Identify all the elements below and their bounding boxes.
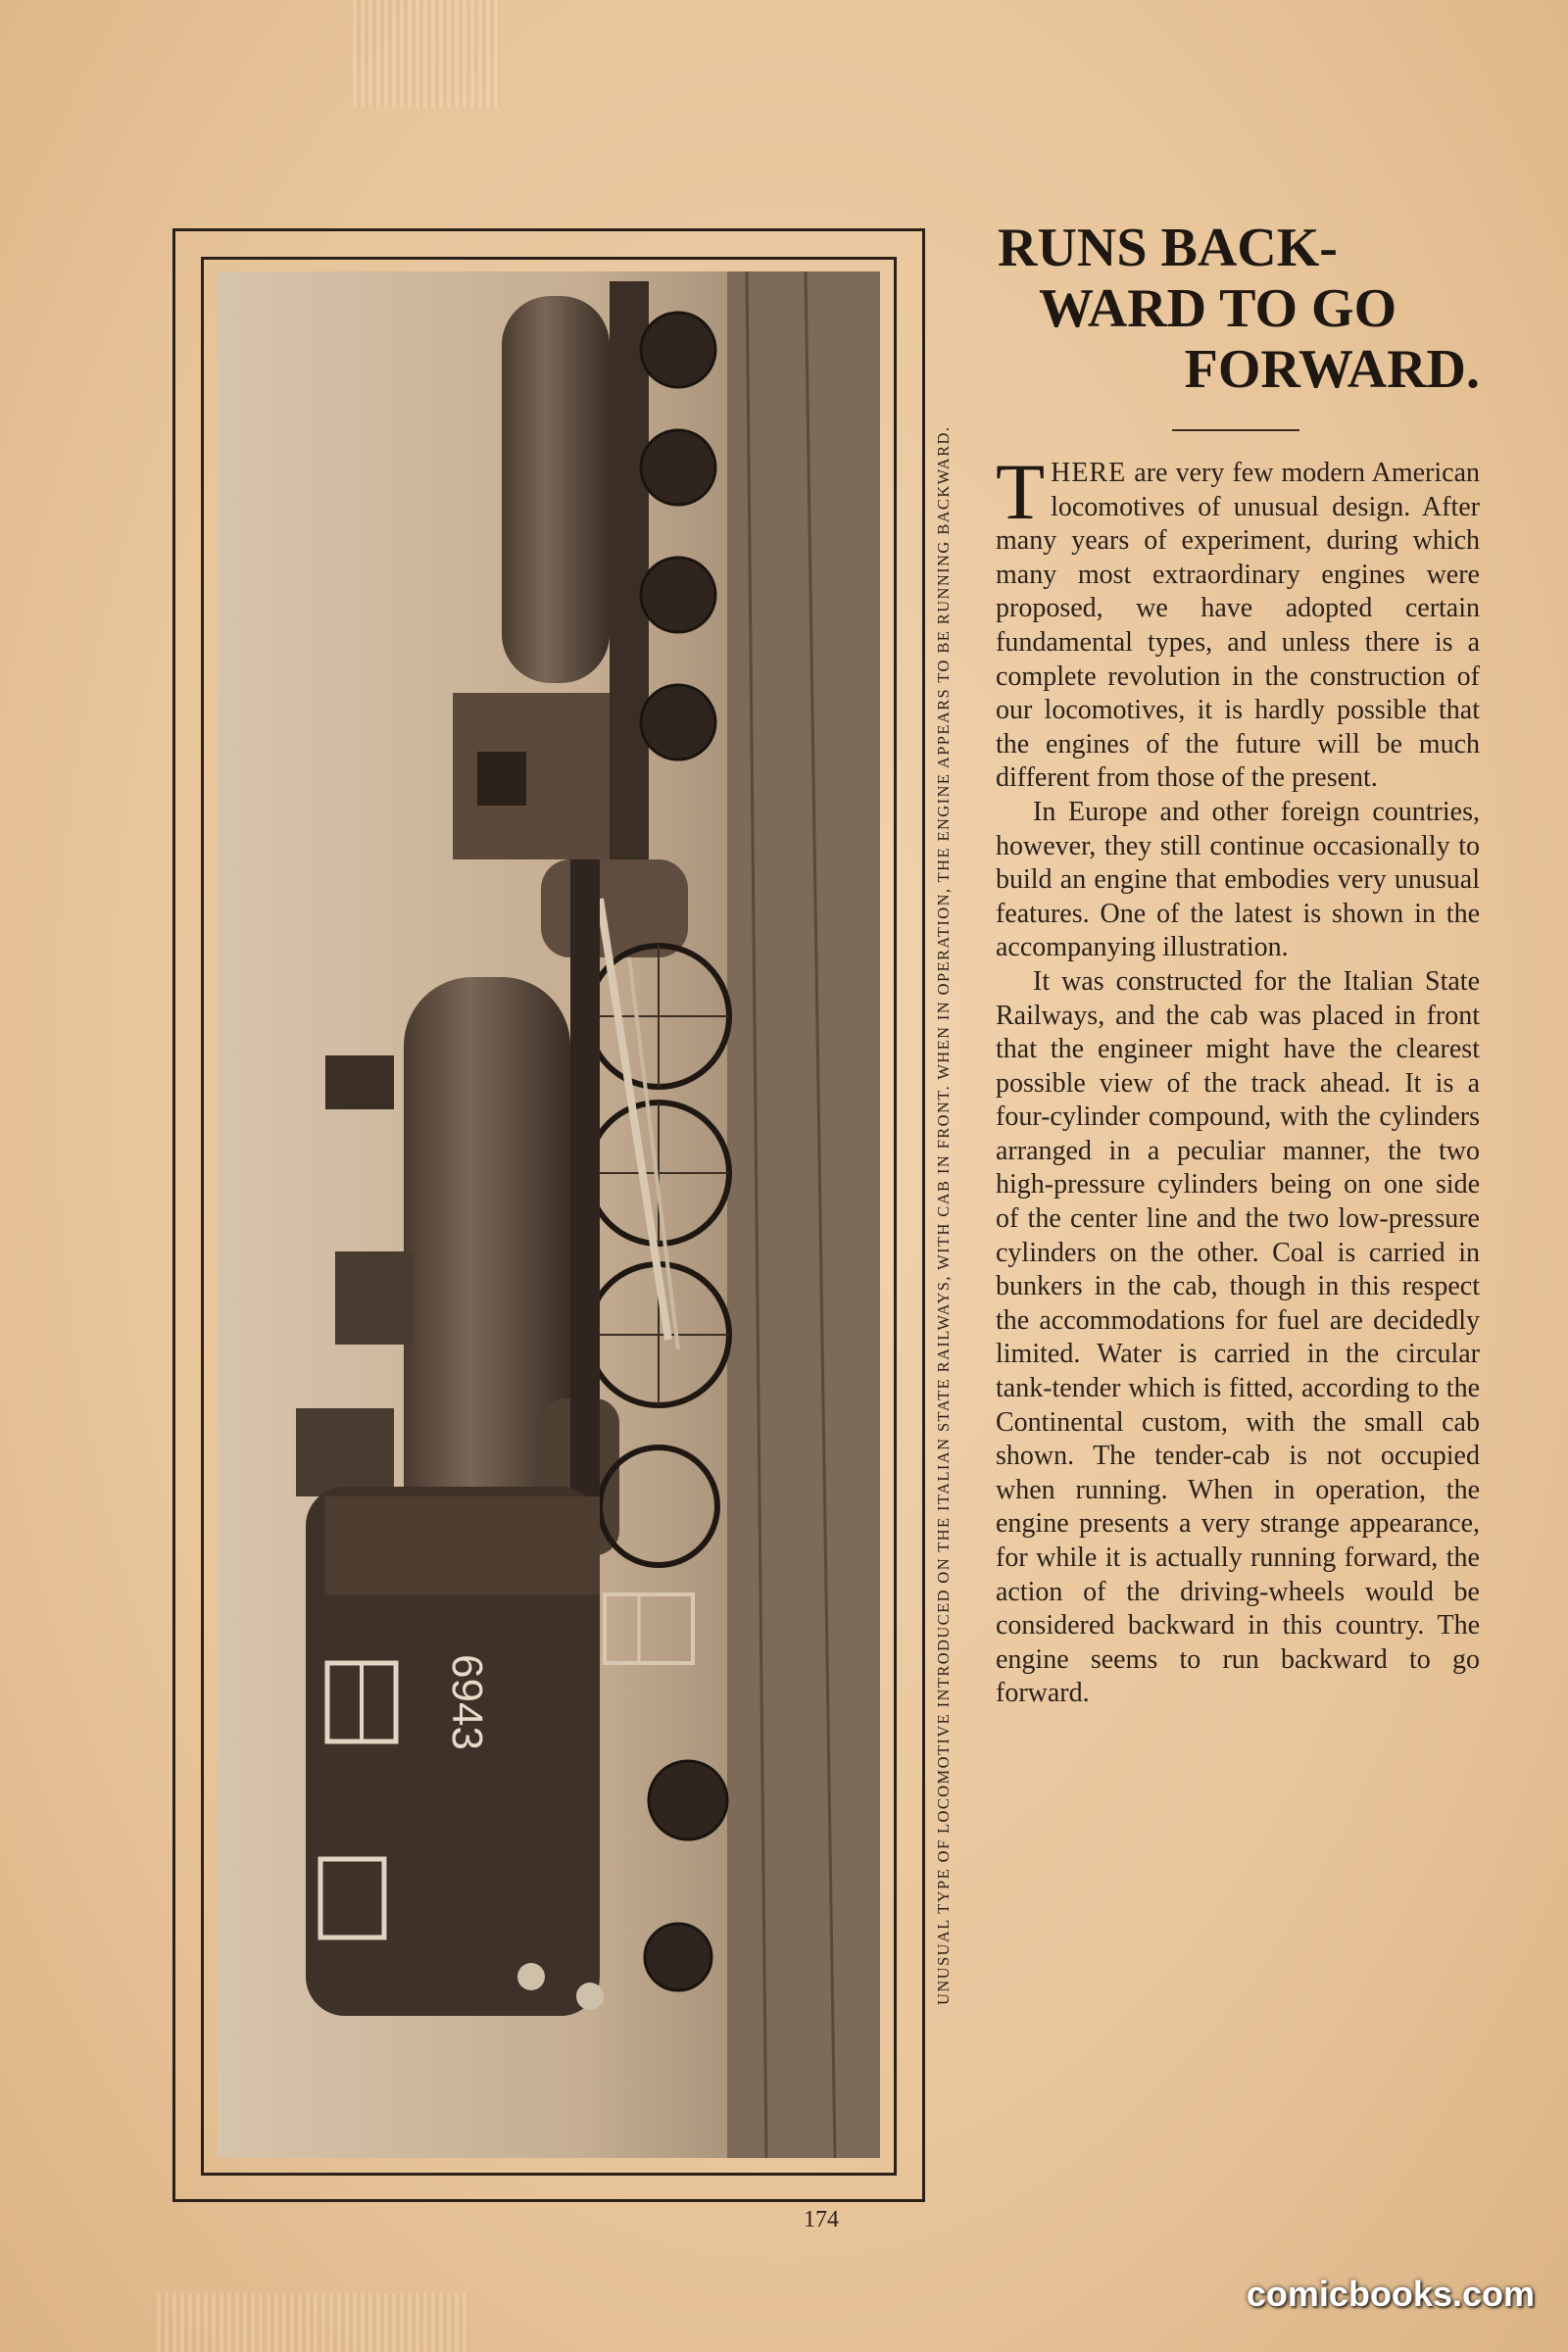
site-watermark: comicbooks.com <box>1246 2274 1535 2314</box>
figure-caption: UNUSUAL TYPE OF LOCOMOTIVE INTRODUCED ON THE ITALIAN STATE RAILWAYS, WITH CAB IN FRONT. WHEN IN OPERATION, THE ENGINE APPEARS TO BE RUNNING BACKWARD. <box>934 425 953 2005</box>
paper-fold-top <box>353 0 500 108</box>
headline-divider <box>1172 429 1299 431</box>
article-paragraph-2: In Europe and other foreign countries, however, they still continue occasionally to build an engine that embodies very unusual features. One of the latest is shown in the accompanying illustration. <box>996 796 1480 963</box>
article-headline <box>990 218 1480 400</box>
locomotive-illustration <box>218 271 880 2158</box>
headline-line-1: RUNS BACK- <box>998 218 1338 278</box>
article-body <box>996 447 1480 1711</box>
article-paragraph-3: It was constructed for the Italian State Railways, and the cab was placed in front that the engineer might have the clearest possible view of the track ahead. It is a four-cylinder compound, with the cylinders arranged in a peculiar manner, the two high-pressure cylinders being on one side of the center line and the two low-pressure cylinders on the other. Coal is carried in bunkers in the cab, though in this respect the accommodations for fuel are decidedly limited. Water is carried in the circular tank-tender which is fitted, according to the Continental custom, with the small cab shown. The tender-cab is not occupied when running. When in operation, the engine presents a very strange appearance, for while it is actually running forward, the action of the driving-wheels would be considered backward in this country. The engine seems to run backward to go forward. <box>996 965 1480 1709</box>
headline-line-2: WARD TO GO <box>1039 278 1397 339</box>
headline-line-3: FORWARD. <box>1184 339 1480 400</box>
article-paragraph-1 <box>996 447 1480 796</box>
first-word: HERE <box>1051 458 1127 488</box>
paragraph-1-text: are very few modern American locomotives of unusual design. After many years of experiment, during which many most extraordinary engines were proposed, we have adopted certain fundamental types, and unless there is a complete revolution in the construction of our locomotives, it is hardly possible that the engines of the future will be much different from those of the present. <box>996 458 1480 794</box>
paper-fold-bottom <box>157 2293 470 2352</box>
engine-number: 6943 <box>443 1654 491 1750</box>
locomotive-photo <box>218 271 880 2158</box>
drop-cap: T <box>996 447 1046 536</box>
page-number: 174 <box>804 2207 839 2232</box>
